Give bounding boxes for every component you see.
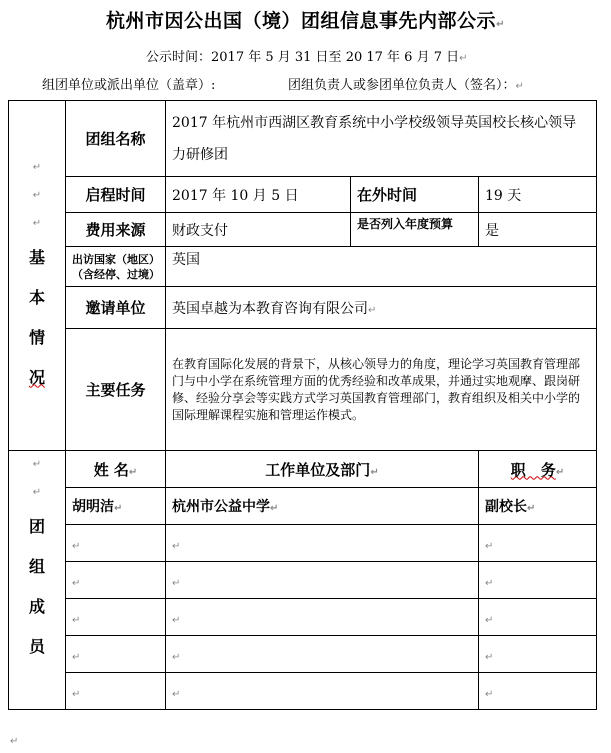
side-char: 况: [28, 367, 45, 387]
empty-cell: ↵: [166, 562, 479, 599]
return-mark: ↵: [555, 466, 565, 478]
return-mark: ↵: [270, 503, 279, 514]
side-char: 组: [28, 557, 45, 576]
empty-cell: ↵: [66, 636, 166, 673]
return-mark: ↵: [515, 81, 524, 92]
side-char: 本: [28, 287, 45, 307]
abroad-time-value: 19 天: [479, 177, 597, 213]
empty-cell: ↵: [66, 525, 166, 562]
return-mark: ↵: [32, 161, 42, 173]
empty-cell: ↵: [479, 525, 597, 562]
return-mark: ↵: [114, 503, 123, 514]
info-table: [8, 100, 597, 710]
side-char: 员: [28, 637, 45, 656]
return-mark: ↵: [370, 466, 379, 478]
member-unit-header: 工作单位及部门↵: [166, 451, 479, 488]
empty-cell: ↵: [479, 562, 597, 599]
visit-country-label-line1: 出访国家（地区）: [72, 252, 160, 266]
member-unit: 杭州市公益中学↵: [166, 488, 479, 525]
empty-cell: ↵: [166, 525, 479, 562]
table-row: [9, 525, 597, 562]
document-title: 杭州市因公出国（境）团组信息事先内部公示↵: [106, 10, 505, 32]
member-name: 胡明洁↵: [66, 488, 166, 525]
main-task-value: 在教育国际化发展的背景下，从核心领导力的角度，理论学习英国教育管理部门与中小学在系统管理方面的优秀经验和改革成果，并通过实地观摩、跟岗研修、经验分享会等实践方式学习英国教育管理部门，教育组织及相关中小学的国际理解课程实施和管理运作模式。: [166, 329, 597, 451]
sign-organizer-label: 组团单位或派出单位（盖章）:: [42, 78, 216, 93]
table-row: [9, 673, 597, 710]
visit-country-label: [66, 247, 166, 287]
return-mark: ↵: [32, 217, 42, 229]
table-row: [9, 599, 597, 636]
group-name-label: 团组名称: [66, 101, 166, 177]
return-mark: ↵: [32, 487, 42, 498]
annual-budget-value: 是: [479, 213, 597, 247]
sign-leader-label: 团组负责人或参团单位负责人（签名）：↵: [288, 78, 524, 93]
table-row: [9, 562, 597, 599]
return-mark: ↵: [459, 53, 468, 64]
table-row: [9, 636, 597, 673]
return-mark: ↵: [128, 466, 138, 478]
visit-country-label-line2: （含经停、过境）: [72, 267, 160, 281]
depart-time-label: 启程时间: [66, 177, 166, 213]
empty-cell: ↵: [479, 599, 597, 636]
funding-source-value: 财政支付: [166, 213, 351, 247]
inviter-value: 英国卓越为本教育咨询有限公司↵: [166, 287, 597, 329]
empty-cell: ↵: [166, 599, 479, 636]
return-mark: ↵: [32, 459, 42, 470]
members-side-label: [9, 451, 66, 710]
member-position: 副校长↵: [479, 488, 597, 525]
empty-cell: ↵: [166, 673, 479, 710]
side-char: 基: [28, 247, 45, 267]
return-mark: ↵: [496, 19, 505, 30]
side-char: 团: [28, 517, 45, 536]
table-row: [9, 488, 597, 525]
return-mark: ↵: [527, 503, 536, 514]
abroad-time-label: 在外时间: [351, 177, 479, 213]
visit-country-value: 英国: [166, 247, 597, 287]
member-position-header: 职 务↵: [479, 451, 597, 488]
empty-cell: ↵: [166, 636, 479, 673]
empty-cell: ↵: [66, 562, 166, 599]
group-name-value: 2017 年杭州市西湖区教育系统中小学校级领导英国校长核心领导力研修团: [166, 101, 597, 177]
return-mark: ↵: [32, 189, 42, 201]
member-name-header: 姓 名↵: [66, 451, 166, 488]
funding-source-label: 费用来源: [66, 213, 166, 247]
depart-time-value: 2017 年 10 月 5 日: [166, 177, 351, 213]
side-char: 成: [28, 597, 45, 616]
empty-cell: ↵: [479, 673, 597, 710]
main-task-label: 主要任务: [66, 329, 166, 451]
return-mark: ↵: [368, 304, 377, 316]
basic-info-side-label: [9, 101, 66, 451]
publish-time: 公示时间：2017 年 5 月 31 日至 20 17 年 6 月 7 日↵: [146, 50, 468, 65]
side-char: 情: [28, 327, 45, 347]
return-mark: ↵: [10, 736, 19, 747]
empty-cell: ↵: [479, 636, 597, 673]
empty-cell: ↵: [66, 673, 166, 710]
inviter-label: 邀请单位: [66, 287, 166, 329]
annual-budget-label: 是否列入年度预算: [351, 213, 479, 247]
empty-cell: ↵: [66, 599, 166, 636]
